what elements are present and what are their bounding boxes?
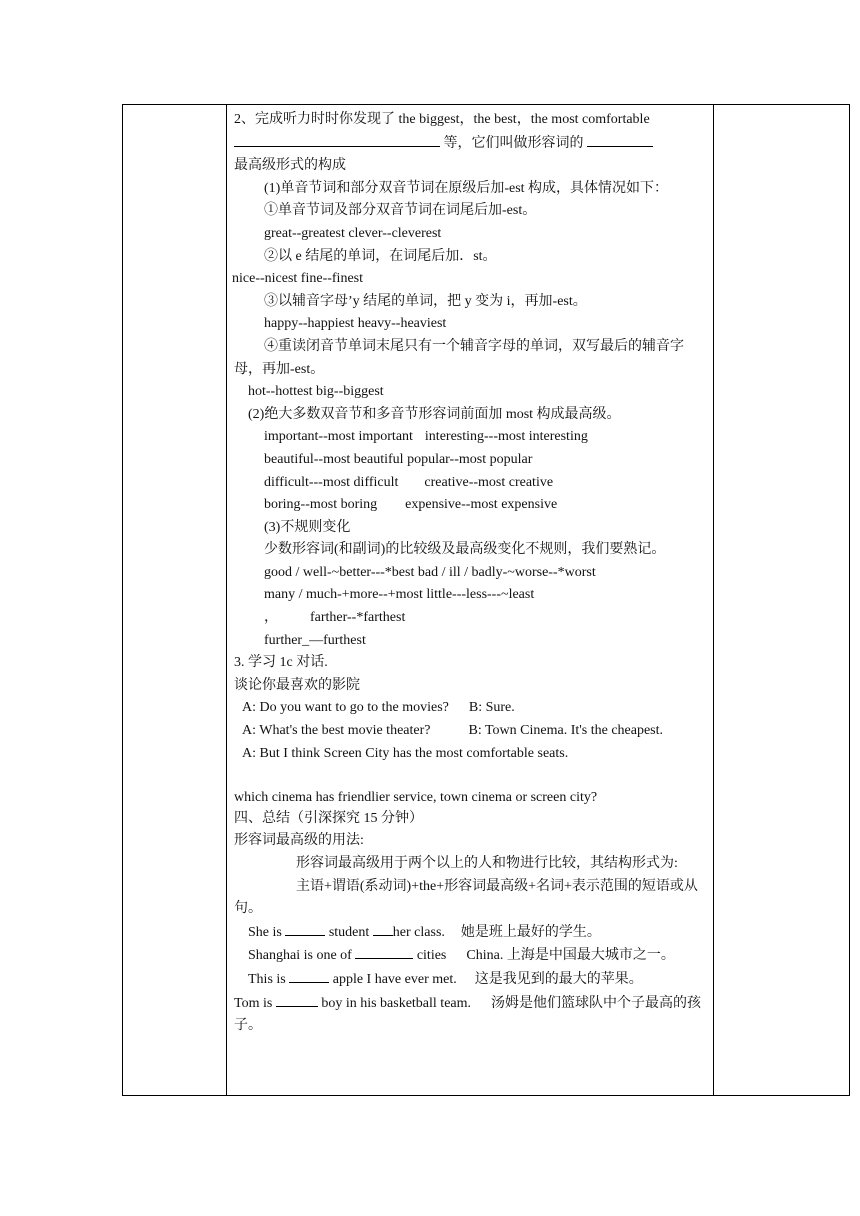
summary-heading: 四、总结（引深探究 15 分钟） bbox=[234, 810, 423, 826]
example-line: difficult---most difficult creative--most creative bbox=[264, 474, 554, 490]
section-title: 最高级形式的构成 bbox=[234, 158, 346, 174]
dialogue-line: A: Do you want to go to the movies? B: Sure. bbox=[242, 700, 515, 716]
example-line: boring--most boring expensive--most expensive bbox=[264, 497, 558, 513]
example-line: ， farther--*farthest bbox=[264, 610, 406, 626]
task-3-heading: 3. 学习 1c 对话. bbox=[234, 655, 328, 671]
rule-1: (1)单音节词和部分双音节词在原级后加-est 构成，具体情况如下： bbox=[264, 180, 669, 196]
discussion-question: which cinema has friendlier service, town cinema or screen city? bbox=[234, 790, 598, 806]
right-column-cell bbox=[714, 105, 850, 1096]
example-line: important--most important interesting---most interesting bbox=[264, 429, 588, 445]
answer-blank[interactable] bbox=[587, 132, 653, 147]
content-column-cell bbox=[227, 105, 714, 1096]
task-3-subheading: 谈论你最喜欢的影院 bbox=[234, 677, 360, 693]
rule-2: (2)绝大多数双音节和多音节形容词前面加 most 构成最高级。 bbox=[248, 406, 621, 422]
exercise-sentence: This is apple I have ever met. 这是我见到的最大的苹果。 bbox=[234, 968, 707, 992]
example-line: many / much-+more--+most little---less---~least bbox=[264, 587, 535, 603]
example-line: happy--happiest heavy--heaviest bbox=[264, 316, 447, 332]
exercise-sentence: Tom is boy in his basketball team. 汤姆是他们篮球队中个子最高的孩子。 bbox=[234, 992, 707, 1038]
rule-1-sub-2: ②以 e 结尾的单词，在词尾后加．st。 bbox=[264, 248, 497, 264]
answer-blank[interactable] bbox=[276, 992, 318, 1007]
example-line: further_—furthest bbox=[264, 632, 366, 648]
task-2-heading: 2、完成听力时时你发现了 the biggest，the best，the most comfortable bbox=[234, 112, 650, 127]
left-column-cell bbox=[123, 105, 227, 1096]
rule-1-sub-3: ③以辅音字母’y 结尾的单词，把 y 变为 i，再加-est。 bbox=[264, 293, 587, 309]
example-line: nice--nicest fine--finest bbox=[232, 271, 363, 287]
dialogue-line: A: But I think Screen City has the most comfortable seats. bbox=[242, 745, 569, 761]
rule-3-note: 少数形容词(和副词)的比较级及最高级变化不规则，我们要熟记。 bbox=[264, 542, 666, 558]
usage-heading: 形容词最高级的用法: bbox=[234, 833, 364, 849]
structure-formula: 主语+谓语(系动词)+the+形容词最高级+名词+表示范围的短语或从句。 bbox=[234, 878, 698, 917]
lesson-content bbox=[227, 105, 713, 1038]
rule-3: (3)不规则变化 bbox=[264, 519, 351, 535]
answer-blank[interactable] bbox=[285, 921, 325, 936]
rule-1-sub-4: ④重读闭音节单词末尾只有一个辅音字母的单词，双写最后的辅音字母，再加-est。 bbox=[234, 338, 684, 377]
example-line: great--greatest clever--cleverest bbox=[264, 225, 442, 241]
answer-blank[interactable] bbox=[289, 968, 329, 983]
lesson-table bbox=[122, 104, 850, 1096]
example-line: beautiful--most beautiful popular--most popular bbox=[264, 451, 533, 467]
example-line: hot--hottest big--biggest bbox=[248, 384, 384, 400]
blank-line bbox=[234, 765, 707, 787]
answer-blank[interactable] bbox=[234, 132, 440, 147]
answer-blank[interactable] bbox=[355, 944, 413, 959]
exercise-sentence: Shanghai is one of cities China. 上海是中国最大城市之一。 bbox=[234, 944, 707, 968]
usage-description: 形容词最高级用于两个以上的人和物进行比较，其结构形式为: bbox=[296, 856, 678, 871]
answer-blank[interactable] bbox=[373, 921, 393, 936]
rule-1-sub-1: ①单音节词及部分双音节词在词尾后加-est。 bbox=[264, 203, 537, 219]
task-2-fill-line: 等，它们叫做形容词的 bbox=[234, 132, 707, 156]
example-line: good / well-~better---*best bad / ill / badly-~worse--*worst bbox=[264, 564, 596, 580]
exercise-sentence: She is student her class. 她是班上最好的学生。 bbox=[234, 921, 707, 945]
dialogue-line: A: What's the best movie theater? B: Town Cinema. It's the cheapest. bbox=[242, 723, 664, 739]
